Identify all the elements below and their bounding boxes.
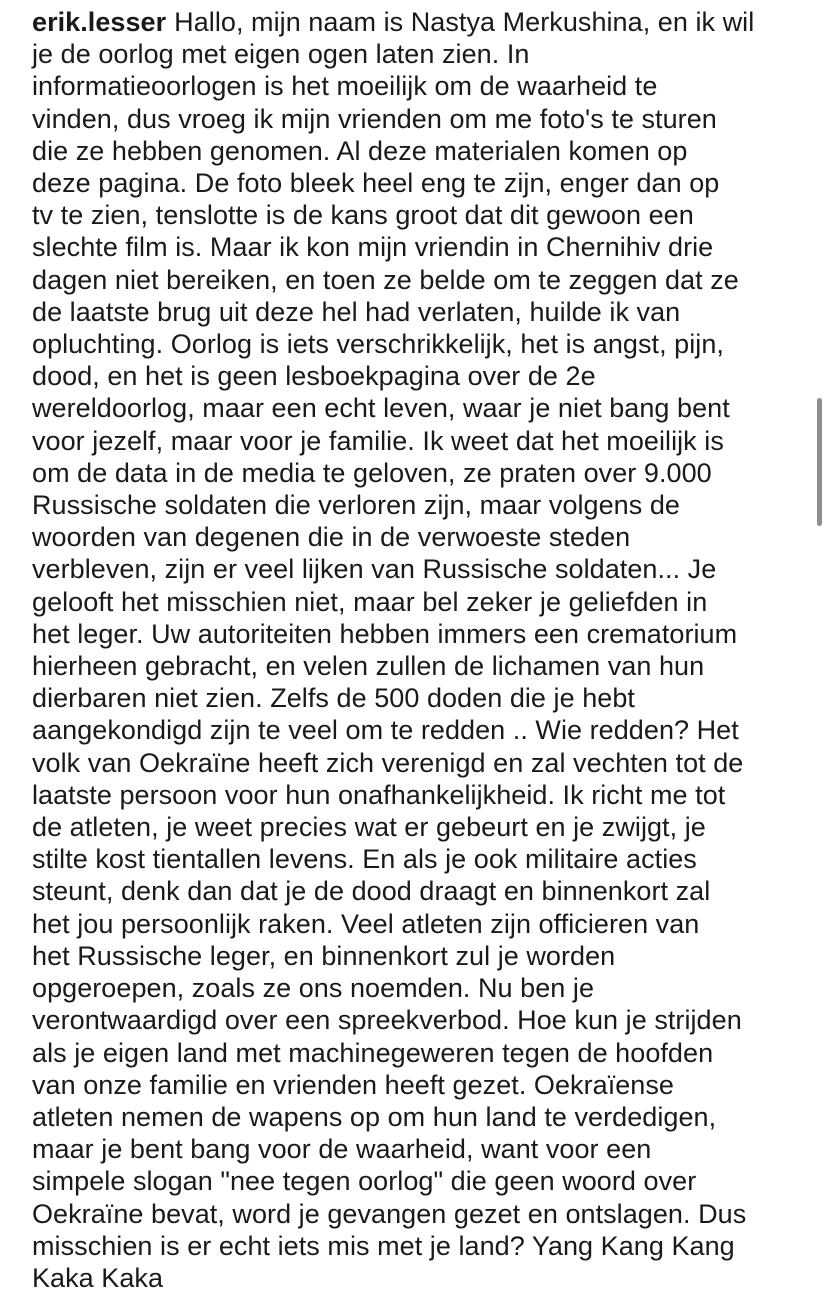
caption-text: de laatste brug uit deze hel had verlaten, huilde ik van: [32, 296, 681, 327]
caption-text: dagen niet bereiken, en toen ze belde om te zeggen dat ze: [32, 264, 739, 295]
caption-text: de atleten, je weet precies wat er gebeurt en je zwijgt, je: [32, 812, 706, 843]
caption-text: dood, en het is geen lesboekpagina over de 2e: [32, 361, 596, 392]
caption-text: simpele slogan "nee tegen oorlog" die geen woord over: [32, 1166, 697, 1197]
caption-text: stilte kost tientallen levens. En als je ook militaire acties: [32, 844, 697, 875]
caption-line: [32, 1037, 807, 1069]
post-caption: [32, 6, 807, 1293]
caption-line: [32, 1230, 807, 1262]
caption-line: [32, 521, 807, 553]
caption-text: verontwaardigd over een spreekverbod. Hoe kun je strijden: [32, 1005, 742, 1036]
caption-line: [32, 392, 807, 424]
caption-line: [32, 1004, 807, 1036]
caption-line: [32, 489, 807, 521]
caption-text: om de data in de media te geloven, ze praten over 9.000: [32, 457, 712, 488]
caption-line: [32, 843, 807, 875]
caption-line: [32, 875, 807, 907]
caption-text: het Russische leger, en binnenkort zul je worden: [32, 940, 616, 971]
caption-text: atleten nemen de wapens op om hun land te verdedigen,: [32, 1101, 717, 1132]
caption-line: [32, 1198, 807, 1230]
caption-text: die ze hebben genomen. Al deze materialen komen op: [32, 135, 688, 166]
caption-line: [32, 167, 807, 199]
caption-text: slechte film is. Maar ik kon mijn vriendin in Chernihiv drie: [32, 232, 714, 263]
caption-line: [32, 425, 807, 457]
caption-text: wereldoorlog, maar een echt leven, waar je niet bang bent: [32, 393, 730, 424]
caption-text: misschien is er echt iets mis met je land? Yang Kang Kang: [32, 1230, 735, 1261]
caption-line: [32, 747, 807, 779]
caption-text: het leger. Uw autoriteiten hebben immers een crematorium: [32, 618, 738, 649]
caption-text: volk van Oekraïne heeft zich verenigd en zal vechten tot de: [32, 747, 744, 778]
caption-line: [32, 779, 807, 811]
caption-line: [32, 650, 807, 682]
caption-text: het jou persoonlijk raken. Veel atleten zijn officieren van: [32, 908, 700, 939]
caption-text: voor jezelf, maar voor je familie. Ik weet dat het moeilijk is: [32, 425, 724, 456]
caption-text: opluchting. Oorlog is iets verschrikkelijk, het is angst, pijn,: [32, 329, 724, 360]
caption-line: [32, 940, 807, 972]
caption-line: [32, 1069, 807, 1101]
caption-line: [32, 38, 807, 70]
caption-line: [32, 264, 807, 296]
caption-line: [32, 103, 807, 135]
caption-text: je de oorlog met eigen ogen laten zien. In: [32, 39, 530, 70]
caption-line: [32, 360, 807, 392]
caption-line: [32, 296, 807, 328]
caption-line: [32, 6, 807, 38]
caption-line: [32, 135, 807, 167]
caption-line: [32, 908, 807, 940]
caption-text: informatieoorlogen is het moeilijk om de waarheid te: [32, 71, 658, 102]
caption-text: opgeroepen, zoals ze ons noemden. Nu ben je: [32, 973, 595, 1004]
username-link[interactable]: erik.lesser: [32, 7, 167, 37]
caption-text: gelooft het misschien niet, maar bel zeker je geliefden in: [32, 586, 708, 617]
caption-text: verbleven, zijn er veel lijken van Russische soldaten... Je: [32, 554, 717, 585]
caption-text: woorden van degenen die in de verwoeste steden: [32, 522, 631, 553]
caption-line: [32, 618, 807, 650]
caption-text: vinden, dus vroeg ik mijn vrienden om me foto's te sturen: [32, 103, 717, 134]
caption-line: [32, 1133, 807, 1165]
caption-text: maar je bent bang voor de waarheid, want voor een: [32, 1134, 652, 1165]
caption-line: [32, 70, 807, 102]
caption-line: [32, 231, 807, 263]
caption-text: tv te zien, tenslotte is de kans groot dat dit gewoon een: [32, 200, 694, 231]
caption-text: aangekondigd zijn te veel om te redden .. Wie redden? Het: [32, 715, 739, 746]
caption-text: deze pagina. De foto bleek heel eng te zijn, enger dan op: [32, 168, 720, 199]
caption-line: [32, 1165, 807, 1197]
caption-text: laatste persoon voor hun onafhankelijkheid. Ik richt me tot: [32, 779, 726, 810]
caption-line: [32, 1262, 807, 1293]
caption-text: als je eigen land met machinegeweren tegen de hoofden: [32, 1037, 714, 1068]
caption-text: Oekraïne bevat, word je gevangen gezet en ontslagen. Dus: [32, 1198, 747, 1229]
caption-text: Hallo, mijn naam is Nastya Merkushina, en ik wil: [174, 7, 755, 37]
caption-line: [32, 199, 807, 231]
caption-text: dierbaren niet zien. Zelfs de 500 doden die je hebt: [32, 683, 635, 714]
caption-line: [32, 682, 807, 714]
caption-line: [32, 328, 807, 360]
scrollbar[interactable]: [817, 398, 822, 526]
caption-text: steunt, denk dan dat je de dood draagt en binnenkort zal: [32, 876, 711, 907]
caption-line: [32, 1101, 807, 1133]
caption-line: [32, 553, 807, 585]
caption-text: Kaka Kaka: [32, 1262, 164, 1293]
caption-line: [32, 972, 807, 1004]
caption-text: van onze familie en vrienden heeft gezet. Oekraïense: [32, 1069, 674, 1100]
caption-line: [32, 586, 807, 618]
caption-line: [32, 811, 807, 843]
caption-line: [32, 714, 807, 746]
caption-text: Russische soldaten die verloren zijn, maar volgens de: [32, 490, 680, 521]
caption-text: hierheen gebracht, en velen zullen de lichamen van hun: [32, 651, 705, 682]
caption-line: [32, 457, 807, 489]
